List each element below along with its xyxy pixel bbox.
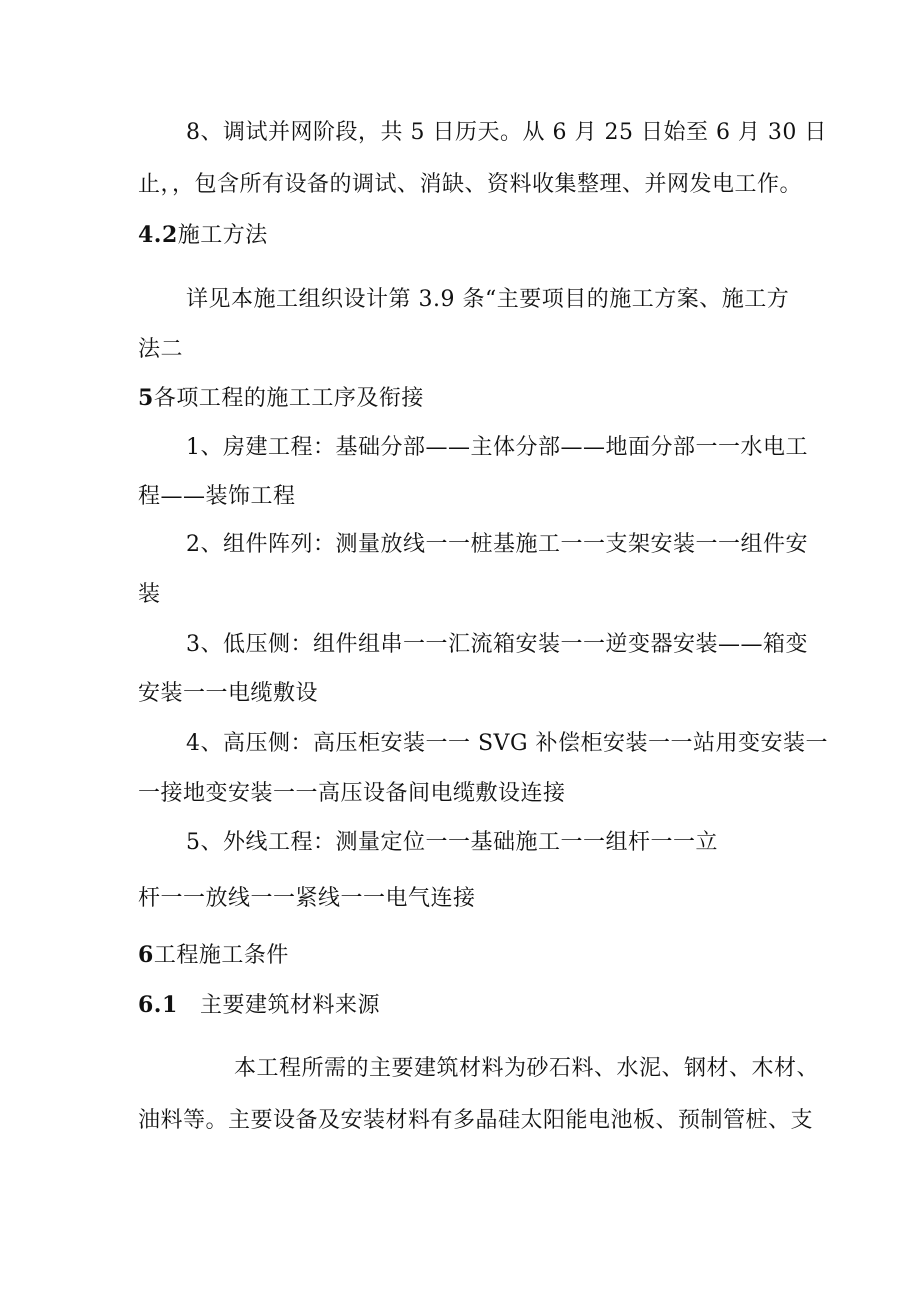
heading-4-2 xyxy=(138,220,268,251)
item-1-line-1: 1、房建工程：基础分部——主体分部——地面分部一一水电工 xyxy=(186,435,808,460)
item-5-line-1: 5、外线工程：测量定位一一基础施工一一组杆一一立 xyxy=(186,830,718,855)
paragraph-detail-line-1: 详见本施工组织设计第 3.9 条“主要项目的施工方案、施工方 xyxy=(186,287,790,312)
heading-4-2-text: 施工方法 xyxy=(177,223,268,248)
heading-5-number: 5 xyxy=(138,385,154,411)
item-3-line-2: 安装一一电缆敷设 xyxy=(138,681,319,706)
item-2-line-2: 装 xyxy=(138,582,161,607)
item-3-line-1: 3、低压侧：组件组串一一汇流箱安装一一逆变器安装——箱变 xyxy=(186,632,808,657)
paragraph-8-line-2: 止，，包含所有设备的调试、消缺、资料收集整理、并网发电工作。 xyxy=(138,172,803,197)
heading-6-1 xyxy=(138,990,380,1021)
heading-6-number: 6 xyxy=(138,942,154,968)
heading-6 xyxy=(138,940,289,971)
item-2-line-1: 2、组件阵列：测量放线一一桩基施工一一支架安装一一组件安 xyxy=(186,532,808,557)
paragraph-6-1-line-1: 本工程所需的主要建筑材料为砂石料、水泥、钢材、木材、 xyxy=(234,1056,820,1081)
heading-5 xyxy=(138,383,424,414)
heading-4-2-number: 4.2 xyxy=(138,222,178,248)
paragraph-detail-line-2: 法二 xyxy=(138,337,184,362)
item-1-line-2: 程——装饰工程 xyxy=(138,484,296,509)
heading-5-text: 各项工程的施工工序及衔接 xyxy=(153,386,424,411)
item-5-line-2: 杆一一放线一一紧线一一电气连接 xyxy=(138,886,476,911)
paragraph-8-line-1: 8、调试并网阶段，共 5 日历天。从 6 月 25 日始至 6 月 30 日 xyxy=(186,120,827,145)
item-4-line-1: 4、高压侧：高压柜安装一一 SVG 补偿柜安装一一站用变安装一 xyxy=(186,731,829,756)
item-4-line-2: 一接地变安装一一高压设备间电缆敷设连接 xyxy=(138,781,566,806)
heading-6-text: 工程施工条件 xyxy=(153,943,289,968)
paragraph-6-1-line-2: 油料等。主要设备及安装材料有多晶硅太阳能电池板、预制管桩、支 xyxy=(138,1108,814,1133)
heading-6-1-text: 主要建筑材料来源 xyxy=(200,993,381,1018)
heading-6-1-number: 6.1 xyxy=(138,992,178,1018)
